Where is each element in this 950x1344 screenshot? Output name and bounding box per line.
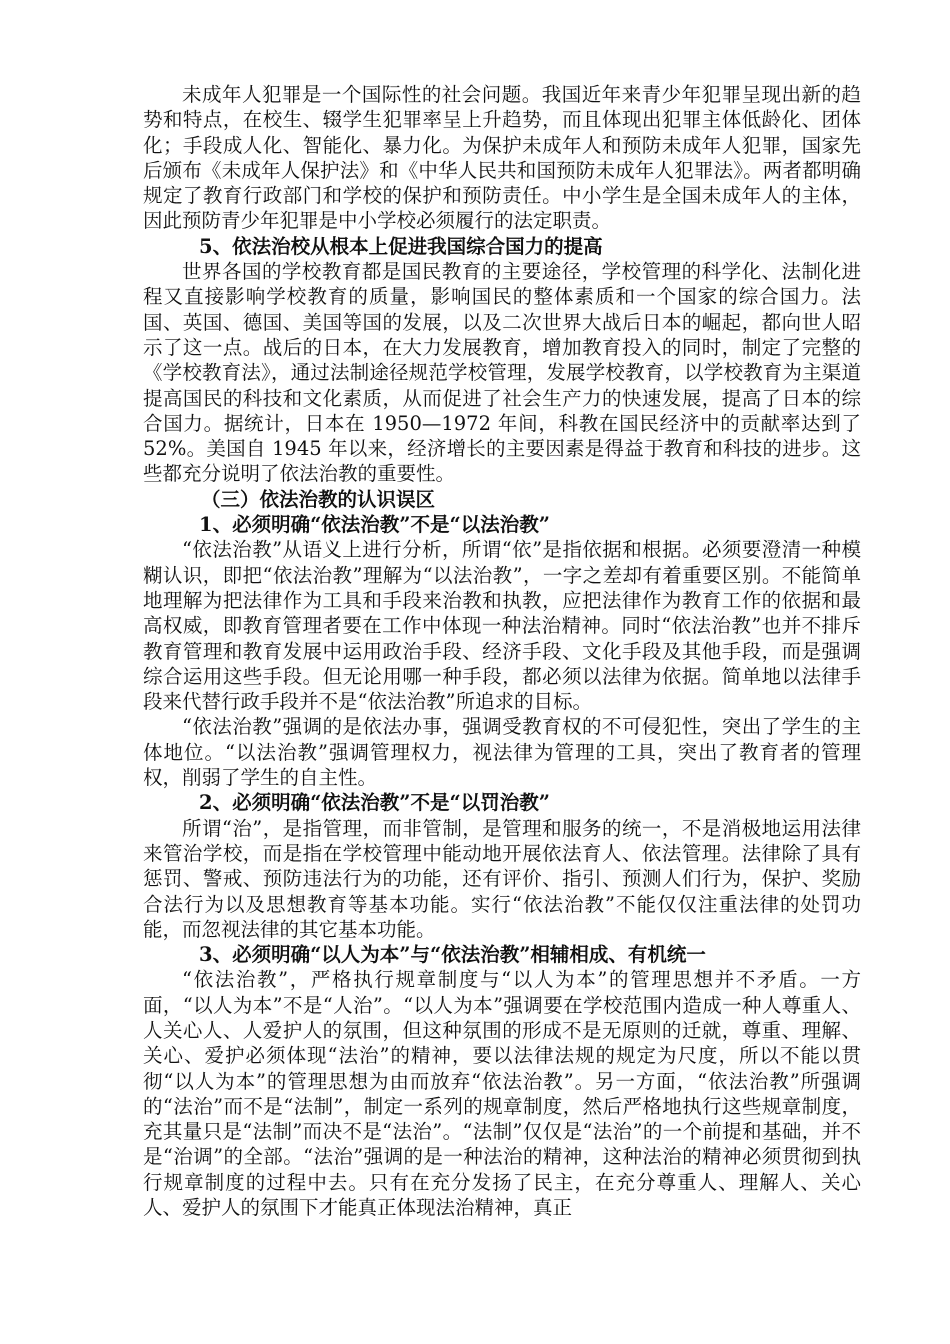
paragraph-national-strength: 世界各国的学校教育都是国民教育的主要途径，学校管理的科学化、法制化进程又直接影响学校教育的质量，影响国民的整体素质和一个国家的综合国力。法国、英国、德国、美国等国的发展，以及二次世界大战后日本的崛起，都向世人昭示了这一点。战后的日本，在大力发展教育，增加教育投入的同时，制定了完整的《学校教育法》，通过法制途径规范学校管理，发展学校教育，以学校教育为主渠道提高国民的科技和文化素质，从而促进了社会生产力的快速发展，提高了日本的综合国力。据统计，日本在 1950—1972 年间，科教在国民经济中的贡献率达到了 52%。美国自 1945 年以来，经济增长的主要因素是得益于教育和科技的进步。这些都充分说明了依法治教的重要性。 [143,260,861,486]
heading-section-3: （三）依法治教的认识误区 [201,487,436,511]
paragraph-semantics: “依法治教”从语义上进行分析，所谓“依”是指依据和根据。必须要澄清一种模糊认识，即把“依法治教”理解为“以法治教”，一字之差却有着重要区别。不能简单地理解为把法律作为工具和手段来治教和执教，应把法律作为教育工作的依据和最高权威，即教育管理者要在工作中体现一种法治精神。同时“依法治教”也并不排斥教育管理和教育发展中运用政治手段、经济手段、文化手段及其他手段，而是强调综合运用这些手段。但无论用哪一种手段，都必须以法律为依据。简单地以法律手段来代替行政手段并不是“依法治教”所追求的目标。 [143,538,861,714]
heading-2: 2、必须明确“依法治教”不是“以罚治教” [199,791,550,815]
document-page [143,82,861,1220]
heading-5: 5、依法治校从根本上促进我国综合国力的提高 [199,234,603,258]
paragraph-people-oriented: “依法治教”，严格执行规章制度与“以人为本”的管理思想并不矛盾。一方面，“以人为本”不是“人治”。“以人为本”强调要在学校范围内造成一种人尊重人、人关心人、人爱护人的氛围，但这种氛围的形成不是无原则的迁就，尊重、理解、关心、爱护必须体现“法治”的精神，要以法律法规的规定为尺度，所以不能以贯彻“以人为本”的管理思想为由而放弃“依法治教”。另一方面，“依法治教”所强调的“法治”而不是“法制”，制定一系列的规章制度，然后严格地执行这些规章制度，充其量只是“法制”而决不是“法治”。“法制”仅仅是“法治”的一个前提和基础，并不是“治调”的全部。“法治”强调的是一种法治的精神，这种法治的精神必须贯彻到执行规章制度的过程中去。只有在充分发扬了民主，在充分尊重人、理解人、关心人、爱护人的氛围下才能真正体现法治精神，真正 [143,968,861,1220]
paragraph-governance: 所谓“治”，是指管理，而非管制，是管理和服务的统一，不是消极地运用法律来管治学校，而是指在学校管理中能动地开展依法育人、依法管理。法律除了具有惩罚、警戒、预防违法行为的功能，还有评价、指引、预测人们行为，保护、奖励合法行为以及思想教育等基本功能。实行“依法治教”不能仅仅注重法律的处罚功能，而忽视法律的其它基本功能。 [143,816,861,941]
heading-1: 1、必须明确“依法治教”不是“以法治教” [199,513,550,537]
paragraph-comparison: “依法治教”强调的是依法办事，强调受教育权的不可侵犯性，突出了学生的主体地位。“以法治教”强调管理权力，视法律为管理的工具，突出了教育者的管理权，削弱了学生的自主性。 [143,715,861,790]
paragraph-juvenile-crime: 未成年人犯罪是一个国际性的社会问题。我国近年来青少年犯罪呈现出新的趋势和特点，在校生、辍学生犯罪率呈上升趋势，而且体现出犯罪主体低龄化、团体化；手段成人化、智能化、暴力化。为保护未成年人和预防未成年人犯罪，国家先后颁布《未成年人保护法》和《中华人民共和国预防未成年人犯罪法》。两者都明确规定了教育行政部门和学校的保护和预防责任。中小学生是全国未成年人的主体，因此预防青少年犯罪是中小学校必须履行的法定职责。 [143,83,861,233]
heading-3: 3、必须明确“以人为本”与“依法治教”相辅相成、有机统一 [199,943,706,967]
